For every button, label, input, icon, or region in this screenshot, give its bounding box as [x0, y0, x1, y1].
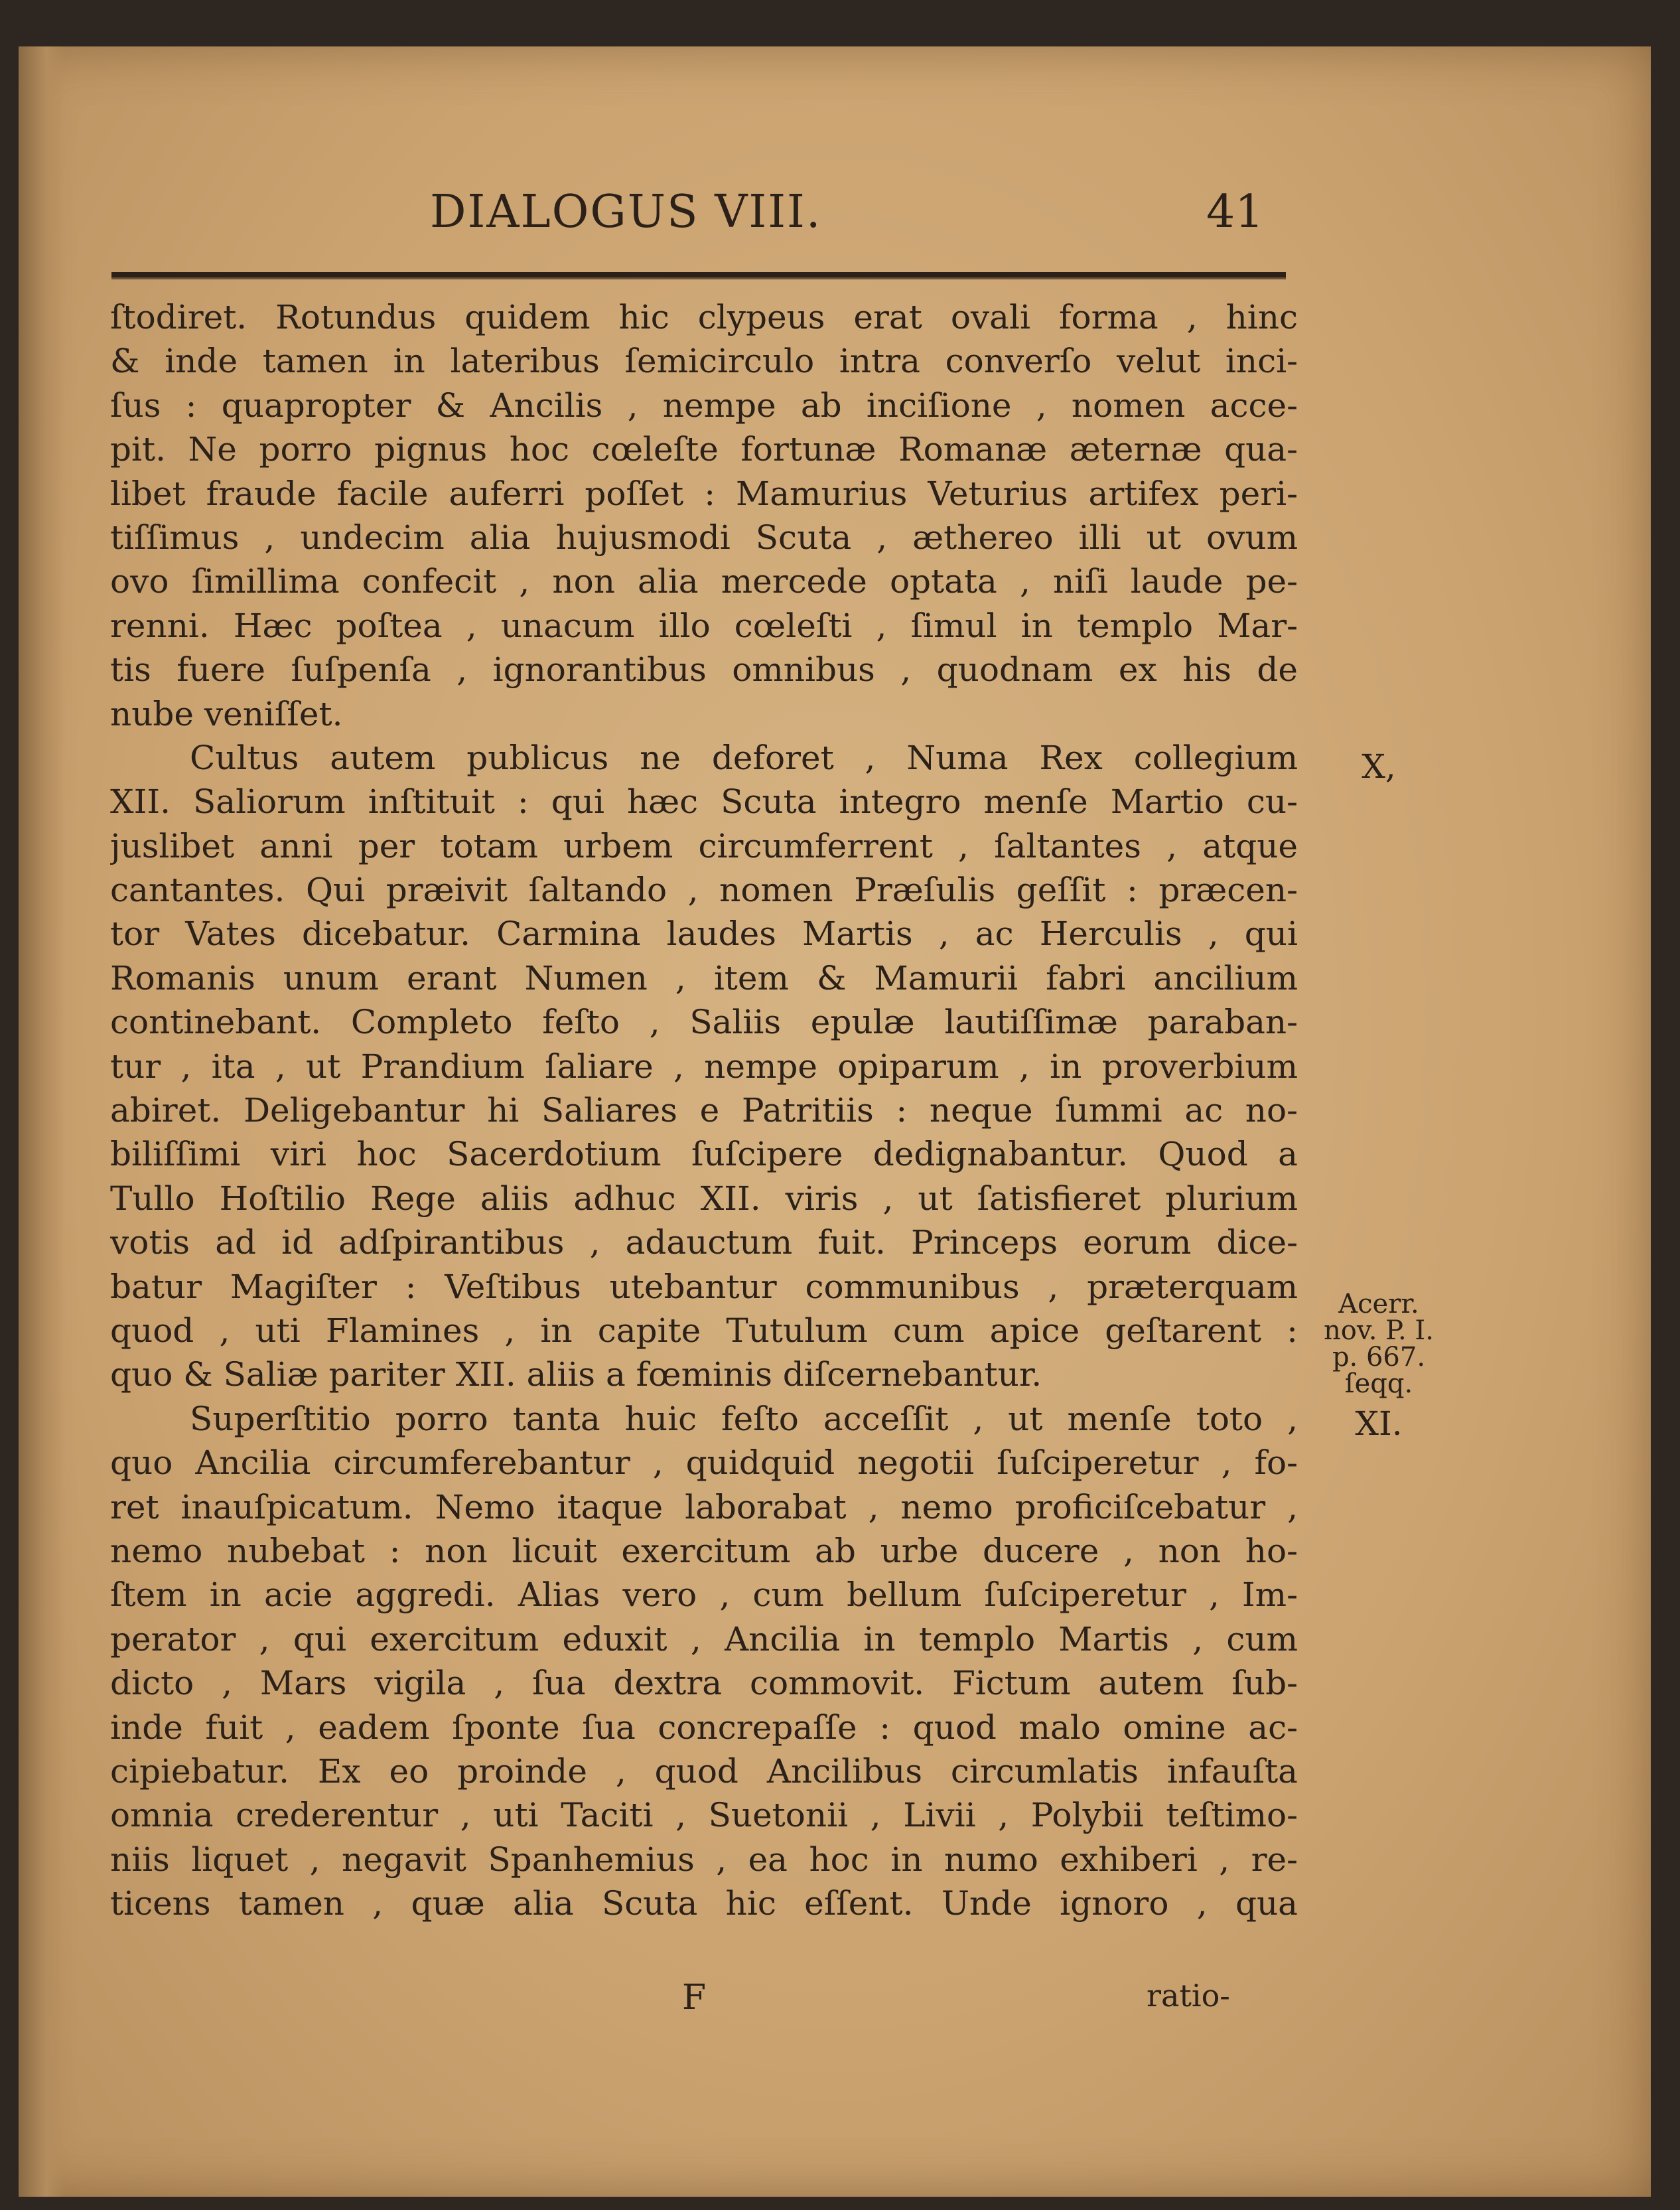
text-line: tiſſimus , undecim alia hujusmodi Scuta , æthereo illi ut ovum [110, 518, 1298, 557]
running-title: DIALOGUS VIII. [430, 186, 822, 238]
text-line: quod , uti Flamines , in capite Tutulum cum apice geſtarent : [110, 1311, 1298, 1350]
text-line: votis ad id adſpirantibus , adauctum fuit. Princeps eorum dice- [110, 1223, 1298, 1262]
text-line: ſtodiret. Rotundus quidem hic clypeus erat ovali forma , hinc [110, 298, 1298, 336]
text-line: continebant. Completo feſto , Saliis epulæ lautiſſimæ paraban- [110, 1003, 1298, 1042]
text-line: tur , ita , ut Prandium ſaliare , nempe opiparum , in proverbium [110, 1047, 1298, 1086]
margin-reference: nov. P. I. [1324, 1315, 1434, 1346]
text-line: cantantes. Qui præivit ſaltando , nomen Præſulis geſſit : præcen- [110, 871, 1298, 910]
text-line: Romanis unum erant Numen , item & Mamurii fabri ancilium [110, 958, 1298, 997]
text-line: nube veniſſet. [110, 694, 343, 733]
text-line: ticens tamen , quæ alia Scuta hic eſſent. Unde ignoro , qua [110, 1884, 1298, 1923]
text-line: ret inauſpicatum. Nemo itaque laborabat , nemo proficiſcebatur , [110, 1487, 1298, 1526]
text-line: cipiebatur. Ex eo proinde , quod Ancilibus circumlatis infauſta [110, 1751, 1298, 1791]
text-line: renni. Hæc poſtea , unacum illo cœleſti , ſimul in templo Mar- [110, 606, 1298, 645]
page-header [19, 186, 1651, 246]
section-marker-xi: XI. [1355, 1404, 1403, 1443]
margin-reference: ſeqq. [1344, 1368, 1413, 1399]
body-text [110, 295, 1298, 1925]
text-line: Superſtitio porro tanta huic feſto acceſſit , ut menſe toto , [190, 1399, 1298, 1438]
text-line: pit. Ne porro pignus hoc cœleſte fortunæ Romanæ æternæ qua- [110, 430, 1298, 469]
text-line: & inde tamen in lateribus ſemicirculo intra converſo velut inci- [110, 342, 1298, 381]
text-line: XII. Saliorum inſtituit : qui hæc Scuta integro menſe Martio cu- [110, 782, 1298, 822]
text-line: tis fuere ſuſpenſa , ignorantibus omnibus , quodnam ex his de [110, 650, 1298, 690]
text-line: ovo ſimillima confecit , non alia mercede optata , niſi laude pe- [110, 562, 1298, 601]
text-line: ſtem in acie aggredi. Alias vero , cum bellum ſuſciperetur , Im- [110, 1576, 1298, 1615]
margin-reference: p. 667. [1332, 1342, 1426, 1372]
text-line: tor Vates dicebatur. Carmina laudes Martis , ac Herculis , qui [110, 915, 1298, 954]
text-line: dicto , Mars vigila , ſua dextra commovit. Fictum autem ſub- [110, 1664, 1298, 1703]
text-line: nemo nubebat : non licuit exercitum ab urbe ducere , non ho- [110, 1531, 1298, 1570]
header-rule [111, 272, 1286, 279]
text-line: abiret. Deligebantur hi Saliares e Patritiis : neque ſummi ac no- [110, 1091, 1298, 1130]
book-page [19, 46, 1651, 2197]
catchword: ratio- [1147, 1978, 1230, 2014]
text-line: batur Magiſter : Veſtibus utebantur communibus , præterquam [110, 1267, 1298, 1306]
text-line: Cultus autem publicus ne deforet , Numa Rex collegium [190, 738, 1298, 777]
page-number: 41 [1206, 186, 1264, 238]
margin-reference: Acerr. [1338, 1289, 1419, 1319]
text-line: libet fraude facile auferri poſſet : Mamurius Veturius artifex peri- [110, 474, 1298, 513]
text-line: quo Ancilia circumferebantur , quidquid negotii ſuſciperetur , fo- [110, 1443, 1298, 1483]
text-line: omnia crederentur , uti Taciti , Suetonii , Livii , Polybii teſtimo- [110, 1796, 1298, 1835]
text-line: biliſſimi viri hoc Sacerdotium ſuſcipere dedignabantur. Quod a [110, 1135, 1298, 1174]
text-line: perator , qui exercitum eduxit , Ancilia in templo Martis , cum [110, 1619, 1298, 1658]
text-line: juslibet anni per totam urbem circumferrent , ſaltantes , atque [110, 826, 1298, 865]
signature-mark: F [682, 1978, 707, 2018]
text-line: inde fuit , eadem ſponte ſua concrepaſſe : quod malo omine ac- [110, 1708, 1298, 1747]
book-spine-shadow [19, 46, 65, 2197]
section-marker-x: X, [1362, 747, 1396, 786]
text-line: niis liquet , negavit Spanhemius , ea hoc in numo exhiberi , re- [110, 1840, 1298, 1879]
text-line: Tullo Hoſtilio Rege aliis adhuc XII. viris , ut ſatisfieret plurium [110, 1179, 1298, 1218]
page-footer [19, 1978, 1651, 2024]
text-line: quo & Saliæ pariter XII. aliis a fœminis diſcernebantur. [110, 1355, 1042, 1394]
text-line: ſus : quapropter & Ancilis , nempe ab inciſione , nomen acce- [110, 386, 1298, 425]
